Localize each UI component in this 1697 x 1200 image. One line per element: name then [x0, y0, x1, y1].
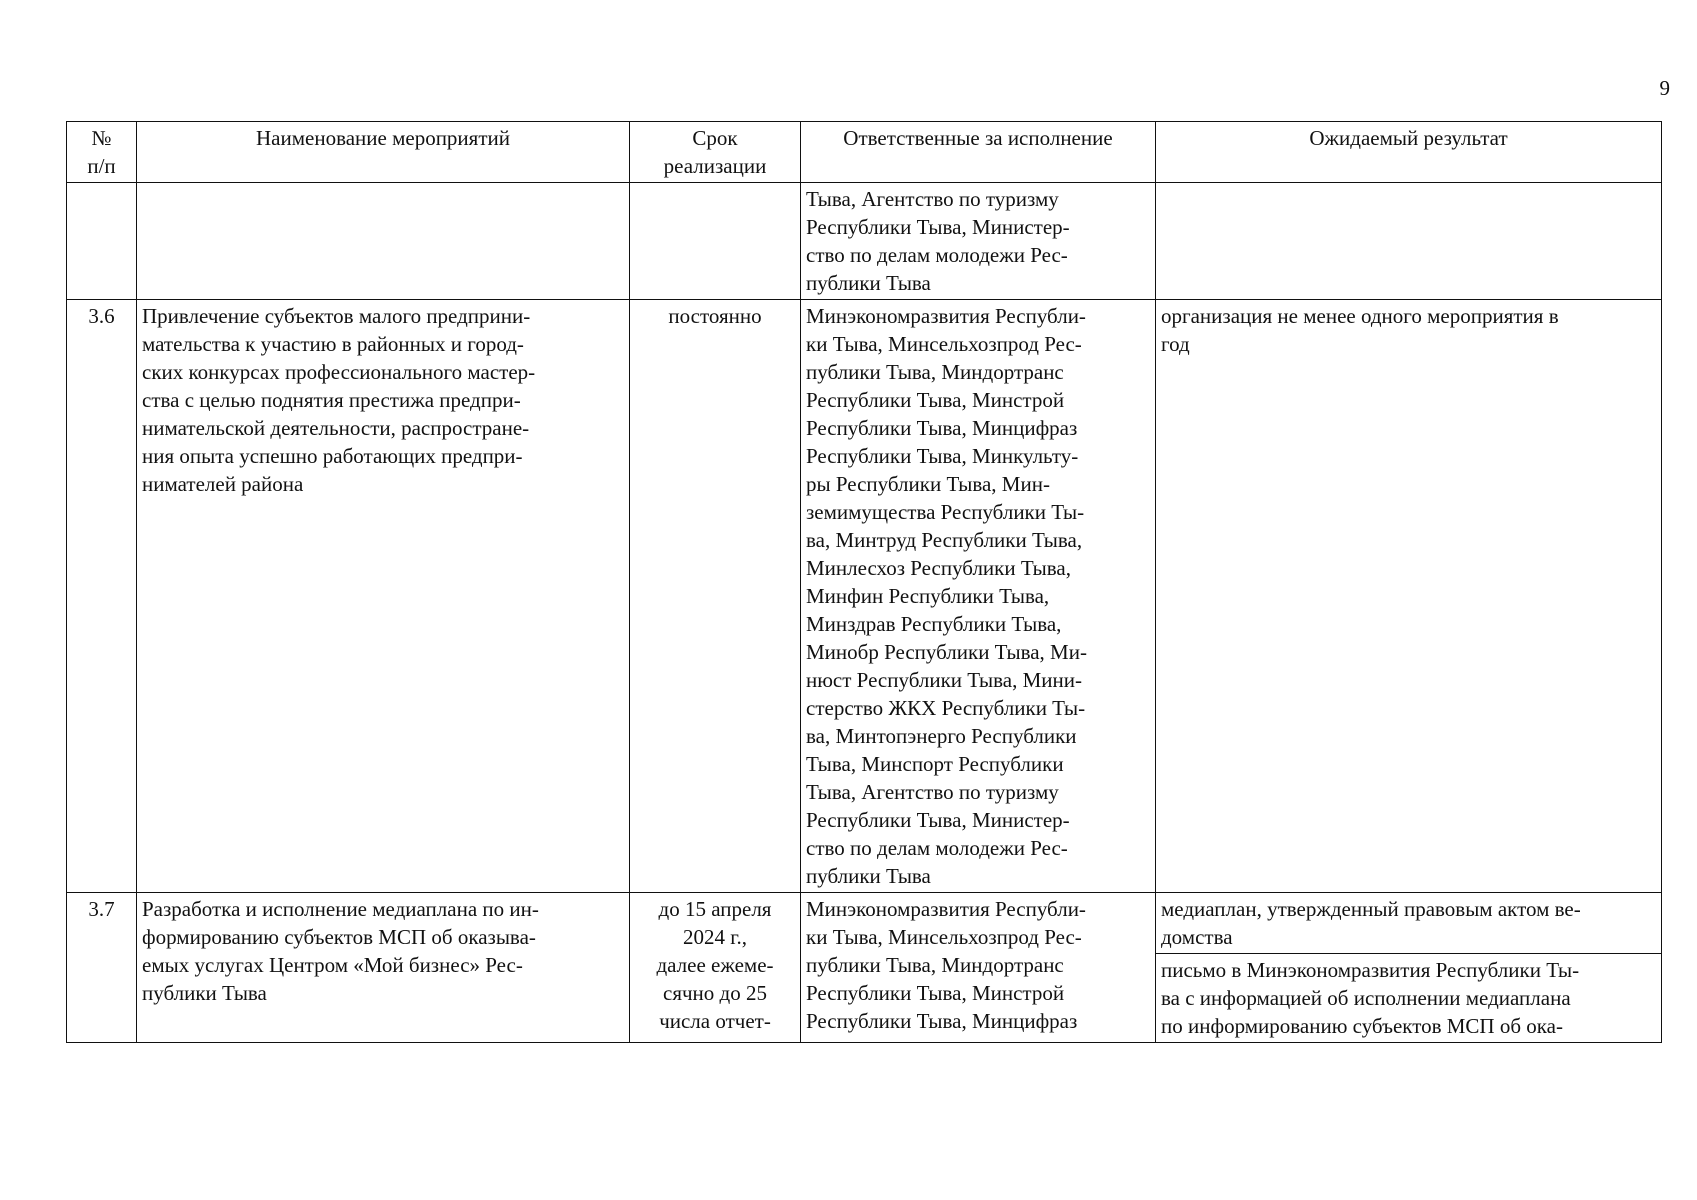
cell-responsible — [801, 183, 1156, 300]
text-line: Привлечение субъектов малого предприни- — [142, 304, 531, 328]
text-line: ки Тыва, Минсельхозпрод Рес- — [806, 332, 1082, 356]
text-line: Республики Тыва, Министер- — [806, 215, 1070, 239]
text-line: медиаплан, утвержденный правовым актом ве- — [1161, 897, 1581, 921]
text-line: Тыва, Агентство по туризму — [806, 780, 1059, 804]
text-line: публики Тыва, Миндортранс — [806, 360, 1064, 384]
text-line: ство по делам молодежи Рес- — [806, 836, 1068, 860]
text-line: нюст Республики Тыва, Мини- — [806, 668, 1083, 692]
text-line: организация не менее одного мероприятия в — [1161, 304, 1559, 328]
text-line: формированию субъектов МСП об оказыва- — [142, 925, 536, 949]
result-part-letter — [1156, 953, 1661, 1042]
text-line: публики Тыва, Миндортранс — [806, 953, 1064, 977]
table-row-3-7 — [67, 893, 1662, 1043]
text-line: ских конкурсах профессионального мастер- — [142, 360, 536, 384]
header-num — [67, 122, 137, 183]
text-line: 2024 г., — [683, 925, 747, 949]
text-line: Тыва, Агентство по туризму — [806, 187, 1059, 211]
text-line: Минфин Республики Тыва, — [806, 584, 1050, 608]
text-line: № — [91, 126, 112, 150]
text-line: публики Тыва — [806, 271, 931, 295]
cell-term — [630, 893, 801, 1043]
text-line: далее ежеме- — [656, 953, 774, 977]
cell-responsible — [801, 300, 1156, 893]
text-line: 3.7 — [88, 897, 115, 921]
text-line: домства — [1161, 925, 1233, 949]
text-line: 3.6 — [88, 304, 115, 328]
text-line: Минэкономразвития Республи- — [806, 897, 1086, 921]
text-line: по информированию субъектов МСП об ока- — [1161, 1014, 1563, 1038]
header-responsible — [801, 122, 1156, 183]
text-line: ры Республики Тыва, Мин- — [806, 472, 1050, 496]
text-line: ния опыта успешно работающих предпри- — [142, 444, 523, 468]
text-line: постоянно — [668, 304, 762, 328]
table-row-continuation — [67, 183, 1662, 300]
text-line: письмо в Минэкономразвития Республики Ты- — [1161, 958, 1580, 982]
cell-num — [67, 183, 137, 300]
text-line: Минэкономразвития Республи- — [806, 304, 1086, 328]
text-line: ва с информацией об исполнении медиаплана — [1161, 986, 1571, 1010]
text-line: стерство ЖКХ Республики Ты- — [806, 696, 1086, 720]
text-line: ства с целью поднятия престижа предпри- — [142, 388, 521, 412]
cell-responsible — [801, 893, 1156, 1043]
text-line: числа отчет- — [659, 1009, 771, 1033]
text-line: п/п — [87, 154, 116, 178]
cell-name — [137, 183, 630, 300]
text-line: публики Тыва — [142, 981, 267, 1005]
text-line: земимущества Республики Ты- — [806, 500, 1085, 524]
text-line: Ожидаемый результат — [1309, 126, 1508, 150]
cell-num — [67, 893, 137, 1043]
text-line: год — [1161, 332, 1190, 356]
text-line: Срок — [692, 126, 738, 150]
cell-term — [630, 300, 801, 893]
text-line: Минздрав Республики Тыва, — [806, 612, 1062, 636]
text-line: ки Тыва, Минсельхозпрод Рес- — [806, 925, 1082, 949]
text-line: нимателей района — [142, 472, 304, 496]
table-row-3-6 — [67, 300, 1662, 893]
text-line: Ответственные за исполнение — [843, 126, 1113, 150]
cell-name — [137, 893, 630, 1043]
text-line: до 15 апреля — [658, 897, 772, 921]
text-line: реализации — [663, 154, 767, 178]
text-line: мательства к участию в районных и город- — [142, 332, 524, 356]
text-line: Республики Тыва, Минцифраз — [806, 416, 1078, 440]
text-line: нимательской деятельности, распростране- — [142, 416, 530, 440]
result-part-mediaplan — [1156, 893, 1661, 953]
text-line: Тыва, Минспорт Республики — [806, 752, 1064, 776]
text-line: Республики Тыва, Министер- — [806, 808, 1070, 832]
header-name — [137, 122, 630, 183]
header-term — [630, 122, 801, 183]
text-line: Республики Тыва, Минкульту- — [806, 444, 1079, 468]
cell-result — [1156, 893, 1662, 1043]
text-line: ство по делам молодежи Рес- — [806, 243, 1068, 267]
text-line: Наименование мероприятий — [256, 126, 510, 150]
text-line: ва, Минтопэнерго Республики — [806, 724, 1077, 748]
text-line: Разработка и исполнение медиаплана по ин- — [142, 897, 539, 921]
measures-table — [66, 121, 1662, 1043]
text-line: Республики Тыва, Минстрой — [806, 981, 1065, 1005]
cell-term — [630, 183, 801, 300]
text-line: сячно до 25 — [663, 981, 767, 1005]
text-line: емых услугах Центром «Мой бизнес» Рес- — [142, 953, 523, 977]
page-number: 9 — [1659, 76, 1670, 100]
cell-name — [137, 300, 630, 893]
text-line: Республики Тыва, Минцифраз — [806, 1009, 1078, 1033]
cell-result — [1156, 183, 1662, 300]
text-line: Минобр Республики Тыва, Ми- — [806, 640, 1087, 664]
cell-result — [1156, 300, 1662, 893]
header-row — [67, 122, 1662, 183]
text-line: Республики Тыва, Минстрой — [806, 388, 1065, 412]
text-line: ва, Минтруд Республики Тыва, — [806, 528, 1083, 552]
cell-num — [67, 300, 137, 893]
text-line: публики Тыва — [806, 864, 931, 888]
text-line: Минлесхоз Республики Тыва, — [806, 556, 1071, 580]
header-result — [1156, 122, 1662, 183]
